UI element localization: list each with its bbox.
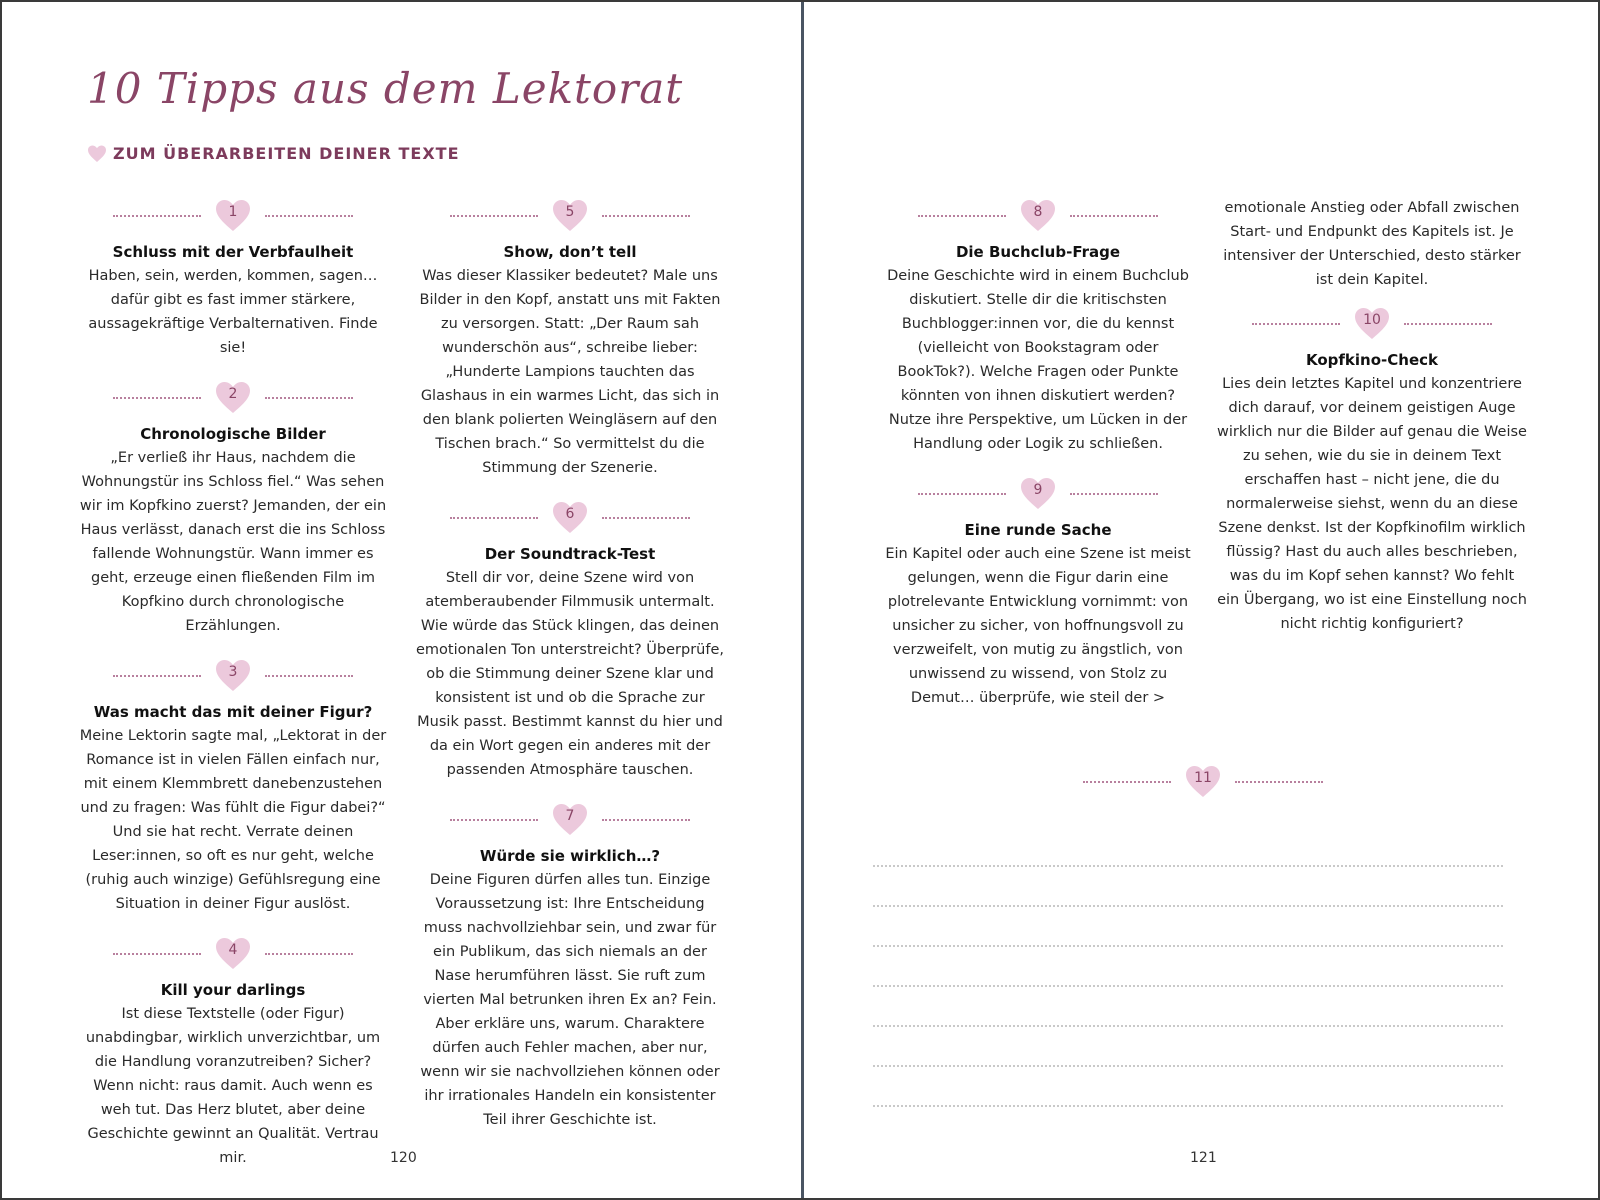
tip-1 [78, 198, 388, 360]
dotted-rule [113, 215, 201, 217]
tip-body: Lies dein letztes Kapitel und konzentriere dich darauf, vor deinem geistigen Auge wirklich nur die Bilder auf genau die Weise zu sehen, wie du sie in deinem Text erschaffen hast – nicht jene, die du normalerweise siehst, wenn du an diese Szene denkst. Ist der Kopfkinofilm wirklich flüssig? Hast du auch alles beschrieben, was du im Kopf sehen kannst? Wo fehlt ein Übergang, wo ist eine Einstellung noch nicht richtig konfiguriert? [1217, 376, 1527, 632]
dotted-rule [1070, 493, 1158, 495]
tip-number: 6 [565, 506, 575, 522]
writing-line[interactable] [873, 1067, 1503, 1107]
right-page [803, 2, 1600, 1198]
dotted-rule [265, 953, 353, 955]
tip-title: Kopfkino-Check [1306, 351, 1438, 369]
heart-icon [552, 199, 588, 233]
tip-5 [415, 198, 725, 480]
writing-line[interactable] [873, 867, 1503, 907]
tip-marker [883, 198, 1193, 234]
tip-title: Eine runde Sache [964, 521, 1112, 539]
subtitle-text: ZUM ÜBERARBEITEN DEINER TEXTE [113, 144, 460, 163]
dotted-rule [450, 819, 538, 821]
tip-body: „Er verließ ihr Haus, nachdem die Wohnungstür ins Schloss fiel.“ Was sehen wir im Kopfkino zuerst? Jemanden, der ein Haus verlässt, danach erst die ins Schloss fallende Wohnungstür. Wann immer es geht, erzeuge einen fließenden Film im Kopfkino durch chronologische Erzählungen. [79, 450, 387, 634]
dotted-rule [1404, 323, 1492, 325]
heart-icon [1185, 765, 1221, 799]
tip-number: 9 [1033, 482, 1043, 498]
tip-7 [415, 802, 725, 1132]
heart-icon [1020, 477, 1056, 511]
tip-number: 4 [228, 942, 238, 958]
dotted-rule [450, 215, 538, 217]
tip-body: Deine Figuren dürfen alles tun. Einzige Voraussetzung ist: Ihre Entscheidung muss nachvollziehbar sein, und zwar für ein Publikum, das sich niemals an der Nase herumführen lässt. Sie ruft zum vierten Mal betrunken ihren Ex an? Fein. Aber erkläre uns, warum. Charaktere dürfen auch Fehler machen, aber nur, wenn wir sie nachvollziehen können oder ihr irrationales Handeln ein konsistenter Teil ihrer Geschichte ist. [420, 872, 720, 1128]
tip-marker [78, 380, 388, 416]
tips-column-4 [1217, 196, 1527, 656]
tip-11 [1048, 764, 1358, 806]
tip-8 [883, 198, 1193, 456]
subtitle [87, 144, 460, 163]
heart-icon [215, 937, 251, 971]
tip-9 [883, 476, 1193, 710]
tip-title: Die Buchclub-Frage [955, 243, 1121, 261]
tip-6 [415, 500, 725, 782]
tip-marker [415, 198, 725, 234]
writing-line[interactable] [873, 1027, 1503, 1067]
tip-title: Würde sie wirklich…? [479, 847, 661, 865]
writing-line[interactable] [873, 827, 1503, 867]
heart-icon [87, 145, 107, 163]
tip-body: Ein Kapitel oder auch eine Szene ist meist gelungen, wenn die Figur darin eine plotrelevante Entwicklung vornimmt: von unsicher zu sicher, von hoffnungsvoll zu verzweifelt, von mutig zu ängstlich, von unwissend zu wissend, von Stolz zu Demut… überprüfe, wie steil der > [885, 546, 1191, 706]
heart-icon [215, 199, 251, 233]
tip-body: Meine Lektorin sagte mal, „Lektorat in der Romance ist in vielen Fällen einfach nur, mit einem Klemmbrett danebenzustehen und zu fragen: Was fühlt die Figur dabei?“ Und sie hat recht. Verrate deinen Leser:innen, so oft es nur geht, welche (ruhig auch winzige) Gefühlsregung eine Situation in deiner Figur auslöst. [79, 728, 387, 912]
tip-title: Was macht das mit deiner Figur? [93, 703, 373, 721]
tip-2 [78, 380, 388, 638]
tip-number: 10 [1363, 312, 1381, 328]
tip-number: 1 [228, 204, 238, 220]
tip-number: 2 [228, 386, 238, 402]
tip-number: 8 [1033, 204, 1043, 220]
tip-number: 11 [1194, 770, 1212, 786]
tip-marker [1048, 764, 1358, 800]
heart-icon [552, 501, 588, 535]
tip-marker [78, 658, 388, 694]
page-number: 121 [1190, 1150, 1217, 1166]
tip-10 [1217, 306, 1527, 636]
tip-title: Show, don’t tell [503, 243, 637, 261]
dotted-rule [602, 215, 690, 217]
left-page [2, 2, 801, 1198]
tip-marker [415, 500, 725, 536]
heart-icon [552, 803, 588, 837]
tips-column-3 [883, 198, 1193, 730]
dotted-rule [265, 397, 353, 399]
page-title: 10 Tipps aus dem Lektorat [87, 64, 684, 113]
tips-column-1 [78, 198, 388, 1190]
dotted-rule [265, 675, 353, 677]
dotted-rule [265, 215, 353, 217]
tip-body: Stell dir vor, deine Szene wird von atemberaubender Filmmusik untermalt. Wie würde das Stück klingen, das deinen emotionalen Ton unterstreicht? Überprüfe, ob die Stimmung deiner Szene klar und konsistent ist und ob die Sprache zur Musik passt. Bestimmt kannst du hier und da ein Wort gegen ein anderes mit der passenden Atmosphäre tauschen. [415, 570, 724, 778]
tip-4 [78, 936, 388, 1170]
tip-marker [415, 802, 725, 838]
writing-line[interactable] [873, 987, 1503, 1027]
tip-number: 3 [228, 664, 238, 680]
continued-text: emotionale Anstieg oder Abfall zwischen Start- und Endpunkt des Kapitels ist. Je intensiver der Unterschied, desto stärker ist dein Kapitel. [1223, 200, 1521, 288]
tip-marker [78, 936, 388, 972]
tip-marker [78, 198, 388, 234]
tip-body: Ist diese Textstelle (oder Figur) unabdingbar, wirklich unverzichtbar, um die Handlung voranzutreiben? Sicher? Wenn nicht: raus damit. Auch wenn es weh tut. Das Herz blutet, aber deine Geschichte gewinnt an Qualität. Vertrau mir. [85, 1006, 381, 1166]
page-number: 120 [390, 1150, 417, 1166]
tip-body: Haben, sein, werden, kommen, sagen… dafür gibt es fast immer stärkere, aussagekräftige Verbalternativen. Finde sie! [88, 268, 378, 356]
writing-lines [873, 827, 1503, 1107]
tip-number: 5 [565, 204, 575, 220]
dotted-rule [113, 675, 201, 677]
tip-marker [1217, 306, 1527, 342]
dotted-rule [113, 953, 201, 955]
tip-title: Kill your darlings [160, 981, 306, 999]
tip-body: Was dieser Klassiker bedeutet? Male uns Bilder in den Kopf, anstatt uns mit Fakten zu versorgen. Statt: „Der Raum sah wunderschön aus“, schreibe lieber: „Hunderte Lampions tauchten das Glashaus in ein warmes Licht, das sich in den blank polierten Weingläsern auf den Tischen brach.“ So vermittelst du die Stimmung der Szenerie. [419, 268, 721, 476]
tip-title: Chronologische Bilder [140, 425, 326, 443]
tip-3 [78, 658, 388, 916]
dotted-rule [1235, 781, 1323, 783]
tip-body: Deine Geschichte wird in einem Buchclub diskutiert. Stelle dir die kritischsten Buchblogger:innen vor, die du kennst (vielleicht von Bookstagram oder BookTok?). Welche Fragen oder Punkte könnten von ihnen diskutiert werden? Nutze ihre Perspektive, um Lücken in der Handlung oder Logik zu schließen. [887, 268, 1189, 452]
dotted-rule [602, 517, 690, 519]
dotted-rule [1070, 215, 1158, 217]
dotted-rule [1083, 781, 1171, 783]
writing-line[interactable] [873, 907, 1503, 947]
tip-title: Schluss mit der Verbfaulheit [112, 243, 354, 261]
dotted-rule [450, 517, 538, 519]
tip-title: Der Soundtrack-Test [484, 545, 656, 563]
dotted-rule [113, 397, 201, 399]
writing-line[interactable] [873, 947, 1503, 987]
tip-number: 7 [565, 808, 575, 824]
dotted-rule [1252, 323, 1340, 325]
tip-marker [883, 476, 1193, 512]
dotted-rule [918, 493, 1006, 495]
dotted-rule [602, 819, 690, 821]
heart-icon [1020, 199, 1056, 233]
heart-icon [215, 381, 251, 415]
tips-column-2 [415, 198, 725, 1152]
heart-icon [1354, 307, 1390, 341]
heart-icon [215, 659, 251, 693]
dotted-rule [918, 215, 1006, 217]
